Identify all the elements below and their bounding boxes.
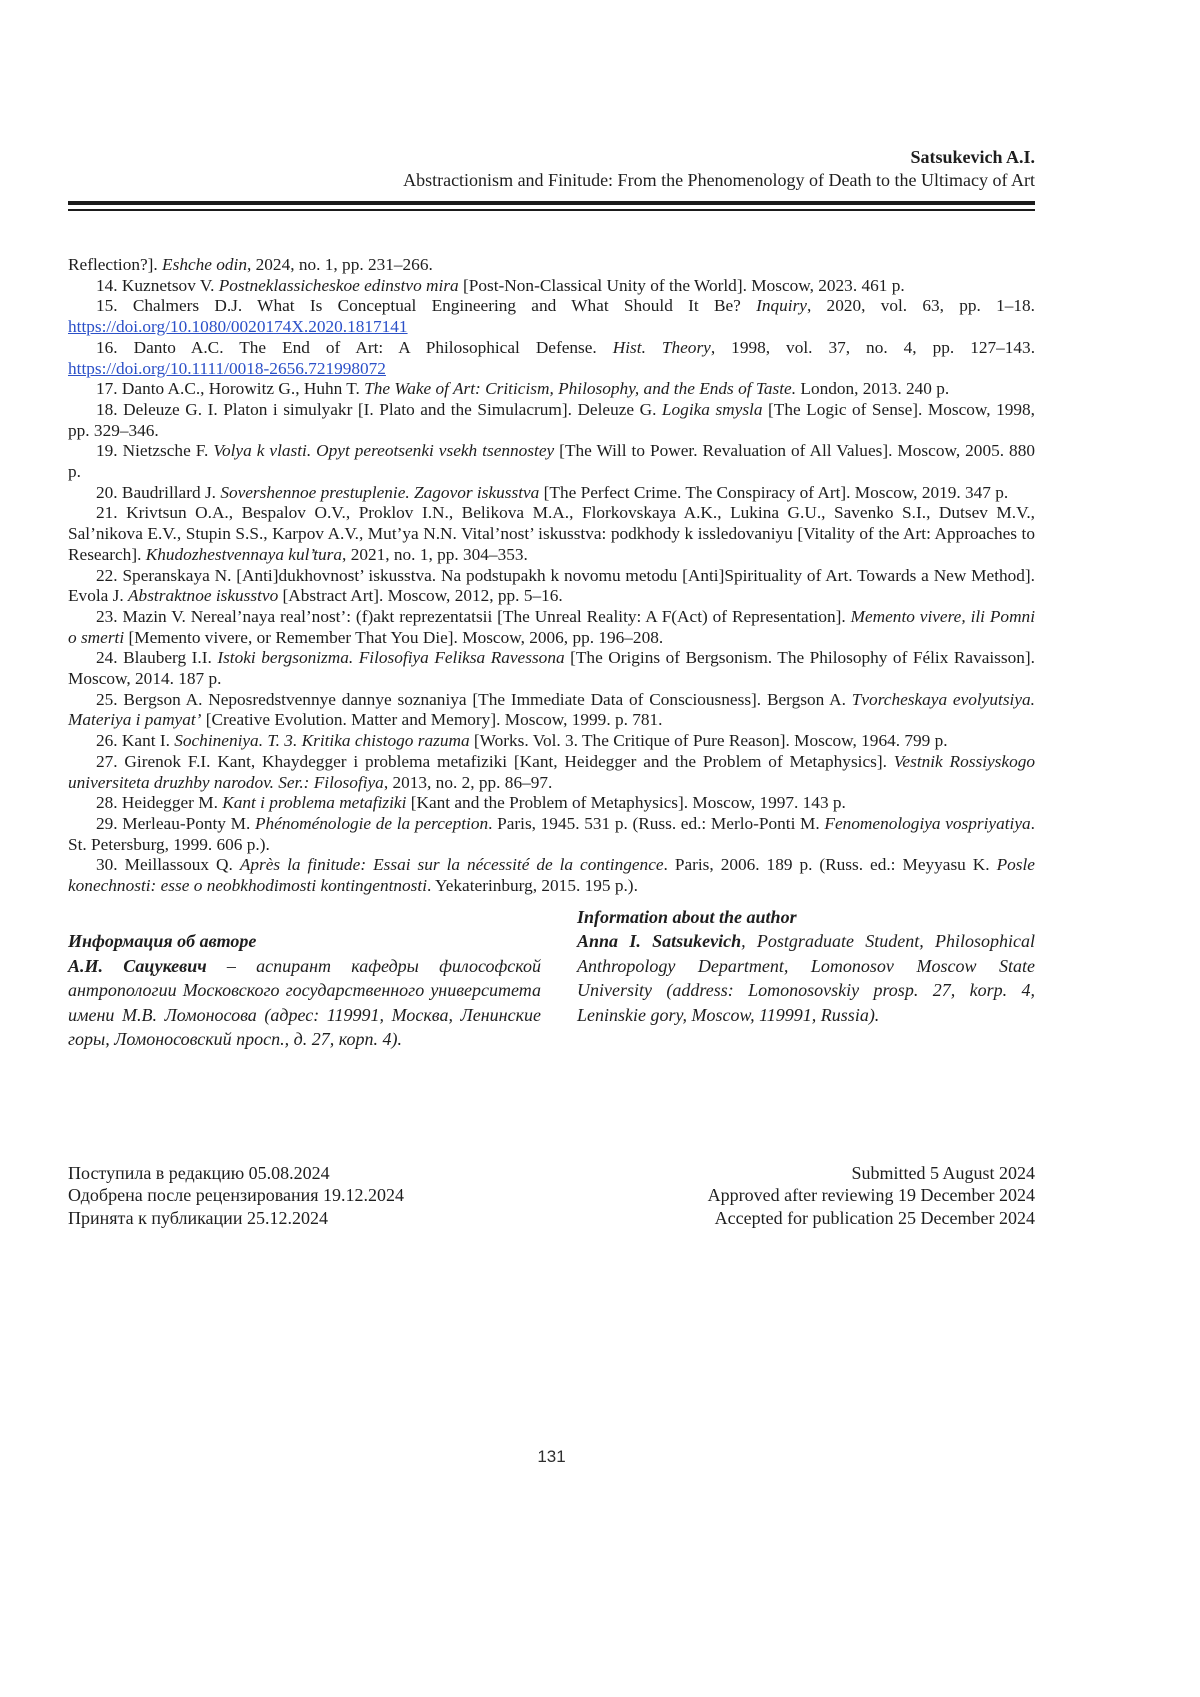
- text-segment: . Yekaterinburg, 2015. 195 p.).: [427, 876, 638, 896]
- reference-item: [68, 690, 1035, 731]
- running-header-title: Abstractionism and Finitude: From the Phenomenology of Death to the Ultimacy of Art: [403, 170, 1035, 190]
- text-segment: 16. Danto A.C. The End of Art: A Philosophical Defense.: [96, 337, 613, 357]
- reference-item: [68, 793, 1035, 814]
- text-segment: 20. Baudrillard J.: [96, 482, 221, 502]
- reference-item: [68, 483, 1035, 504]
- text-segment: 29. Merleau-Ponty M.: [96, 813, 255, 833]
- reference-item: [68, 400, 1035, 441]
- text-segment: Fenomenologiya vospriyatiya: [824, 813, 1031, 833]
- reference-item: [68, 648, 1035, 689]
- text-segment: Tvorcheskaya evolyutsiya. Materiya i pamyat’: [68, 689, 1035, 730]
- reference-item: [68, 276, 1035, 297]
- doi-link[interactable]: https://doi.org/10.1111/0018-2656.721998072: [68, 358, 386, 378]
- text-segment: Abstraktnoe iskusstvo: [128, 586, 279, 606]
- running-header: [68, 146, 1035, 211]
- text-segment: Vestnik Rossiyskogo universiteta druzhby narodov. Ser.: Filosofiya: [68, 751, 1035, 792]
- text-segment: 22. Speranskaya N. [Anti]dukhovnost’ iskusstva. Na podstupakh k novomu metodu [Anti]Spirituality of Art. Towards a New Method]. Evola J.: [68, 565, 1035, 606]
- header-double-rule: [68, 201, 1035, 211]
- reference-item: [68, 379, 1035, 400]
- author-info-section: [68, 905, 1035, 1052]
- date-en: Accepted for publication 25 December 2024: [714, 1207, 1035, 1228]
- text-segment: [The Origins of Bergsonism. The Philosophy of Félix Ravaisson]. Moscow, 2014. 187 p.: [68, 648, 1035, 689]
- text-segment: [Abstract Art]. Moscow, 2012, pp. 5–16.: [278, 586, 563, 606]
- reference-item: [68, 566, 1035, 607]
- text-segment: – аспирант кафедры философской антропологии Московского государственного университета имени М.В. Ломоносова (адрес: 119991, Москва, Ленинские горы, Ломоносовский просп., д. 27, корп. 4).: [68, 955, 541, 1050]
- running-header-author: Satsukevich A.I.: [910, 147, 1035, 167]
- text-segment: [The Will to Power. Revaluation of All Values]. Moscow, 2005. 880 p.: [68, 441, 1035, 482]
- text-segment: 21. Krivtsun O.A., Bespalov O.V., Proklov I.N., Belikova M.A., Florkovskaya A.K., Lukina G.U., Savenko S.I., Dutsev M.V., Sal’nikova E.V., Stupin S.S., Karpov A.V., Mut’ya N.N. Vital’nost’ iskusstva: podkhody k issledovaniyu [Vitality of the Art: Approaches to Research].: [68, 503, 1035, 564]
- text-segment: [The Perfect Crime. The Conspiracy of Art]. Moscow, 2019. 347 p.: [539, 482, 1009, 502]
- text-segment: Après la finitude: Essai sur la nécessité de la contingence: [239, 855, 664, 875]
- text-segment: Phénoménologie de la perception: [254, 813, 489, 833]
- text-segment: [Post-Non-Classical Unity of the World]. Moscow, 2023. 461 p.: [458, 275, 905, 295]
- text-segment: 14. Kuznetsov V.: [96, 275, 219, 295]
- text-segment: , Postgraduate Student, Philosophical Anthropology Department, Lomonosov Moscow State University (address: Lomonosovskiy prosp. 27, korp. 4, Leninskie gory, Moscow, 119991, Russia).: [577, 931, 1036, 1025]
- date-ru: Поступила в редакцию 05.08.2024: [68, 1162, 330, 1183]
- text-segment: , 2013, no. 2, pp. 86–97.: [383, 772, 553, 792]
- text-segment: [Kant and the Problem of Metaphysics]. Moscow, 1997. 143 p.: [406, 793, 846, 813]
- date-en: Approved after reviewing 19 December 2024: [707, 1185, 1035, 1206]
- text-segment: Hist. Theory: [612, 337, 711, 357]
- text-segment: Istoki bergsonizma. Filosofiya Feliksa Ravessona: [217, 648, 565, 668]
- text-segment: Eshche odin: [162, 255, 247, 274]
- author-bio-ru: [68, 954, 541, 1052]
- references-list: [68, 255, 1035, 897]
- text-segment: 26. Kant I.: [96, 731, 175, 751]
- text-segment: Inquiry: [756, 296, 807, 316]
- date-row: [68, 1207, 1035, 1230]
- author-info-heading-ru: Информация об авторе: [68, 931, 257, 952]
- date-ru: Принята к публикации 25.12.2024: [68, 1207, 328, 1228]
- text-segment: 25. Bergson A. Neposredstvennye dannye soznaniya [The Immediate Data of Consciousness]. Bergson A.: [96, 689, 852, 709]
- author-info-column-ru: [68, 905, 541, 1052]
- text-segment: 28. Heidegger M.: [96, 793, 223, 813]
- doi-link[interactable]: https://doi.org/10.1080/0020174X.2020.1817141: [68, 317, 408, 337]
- text-segment: , 2020, vol. 63, pp. 1–18.: [806, 296, 1035, 316]
- text-segment: 23. Mazin V. Nereal’naya real’nost’: (f)akt reprezentatsii [The Unreal Reality: A F(Act) of Representation].: [96, 606, 851, 626]
- text-segment: 18. Deleuze G. I. Platon i simulyakr [I. Plato and the Simulacrum]. Deleuze G.: [96, 399, 662, 419]
- date-ru: Одобрена после рецензирования 19.12.2024: [68, 1185, 405, 1206]
- text-segment: . St. Petersburg, 1999. 606 p.).: [68, 813, 1035, 854]
- reference-item: [68, 338, 1035, 379]
- text-segment: [Memento vivere, or Remember That You Die]. Moscow, 2006, pp. 196–208.: [124, 627, 664, 647]
- text-segment: [Works. Vol. 3. The Critique of Pure Reason]. Moscow, 1964. 799 p.: [469, 731, 948, 751]
- author-info-heading-en: Information about the author: [577, 906, 797, 927]
- reference-item: [68, 607, 1035, 648]
- text-segment: Logika smysla: [661, 399, 763, 419]
- text-segment: Postneklassicheskoe edinstvo mira: [218, 275, 459, 295]
- reference-item: [68, 814, 1035, 855]
- reference-item: [68, 441, 1035, 482]
- text-segment: 30. Meillassoux Q.: [96, 855, 240, 875]
- text-segment: The Wake of Art: Criticism, Philosophy, and the Ends of Taste.: [364, 379, 797, 399]
- document-page: [68, 0, 1035, 1697]
- text-segment: London, 2013. 240 p.: [796, 379, 950, 399]
- date-row: [68, 1162, 1035, 1185]
- date-en: Submitted 5 August 2024: [851, 1162, 1035, 1183]
- page-number: 131: [537, 1447, 566, 1466]
- text-segment: Anna I. Satsukevich: [577, 931, 742, 952]
- text-segment: Khudozhestvennaya kul’tura: [145, 544, 343, 564]
- reference-item: [68, 855, 1035, 896]
- text-segment: Sovershennoe prestuplenie. Zagovor iskusstva: [220, 482, 540, 502]
- reference-item: [68, 255, 1035, 276]
- text-segment: . Paris, 1945. 531 p. (Russ. ed.: Merlo-Ponti M.: [488, 813, 825, 833]
- text-segment: 24. Blauberg I.I.: [96, 648, 218, 668]
- author-bio-en: [577, 929, 1035, 1027]
- reference-item: [68, 752, 1035, 793]
- text-segment: . Paris, 2006. 189 p. (Russ. ed.: Meyyasu K.: [663, 855, 997, 875]
- reference-item: [68, 731, 1035, 752]
- text-segment: [Creative Evolution. Matter and Memory]. Moscow, 1999. p. 781.: [201, 710, 663, 730]
- text-segment: Posle konechnosti: esse o neobkhodimosti kontingentnosti: [68, 855, 1035, 896]
- text-segment: 15. Chalmers D.J. What Is Conceptual Engineering and What Should It Be?: [96, 296, 757, 316]
- text-segment: [The Logic of Sense]. Moscow, 1998, pp. 329–346.: [68, 399, 1035, 440]
- text-segment: 19. Nietzsche F.: [96, 441, 214, 461]
- text-segment: Volya k vlasti. Opyt pereotsenki vsekh tsennostey: [213, 441, 555, 461]
- text-segment: Reflection?].: [68, 255, 163, 274]
- text-segment: , 2021, no. 1, pp. 304–353.: [342, 544, 528, 564]
- reference-item: [68, 296, 1035, 337]
- reference-item: [68, 503, 1035, 565]
- text-segment: 17. Danto A.C., Horowitz G., Huhn T.: [96, 379, 365, 399]
- text-segment: Memento vivere, ili Pomni o smerti: [68, 606, 1035, 647]
- text-segment: , 1998, vol. 37, no. 4, pp. 127–143.: [710, 337, 1036, 357]
- text-segment: Kant i problema metafiziki: [222, 793, 407, 813]
- author-info-column-en: [577, 905, 1035, 1052]
- text-segment: , 2024, no. 1, pp. 231–266.: [247, 255, 433, 274]
- text-segment: А.И. Сацукевич: [68, 955, 207, 976]
- dates-block: [68, 1162, 1035, 1230]
- text-segment: Sochineniya. T. 3. Kritika chistogo razuma: [174, 731, 470, 751]
- date-row: [68, 1184, 1035, 1207]
- text-segment: 27. Girenok F.I. Kant, Khaydegger i problema metafiziki [Kant, Heidegger and the Problem of Metaphysics].: [96, 751, 894, 771]
